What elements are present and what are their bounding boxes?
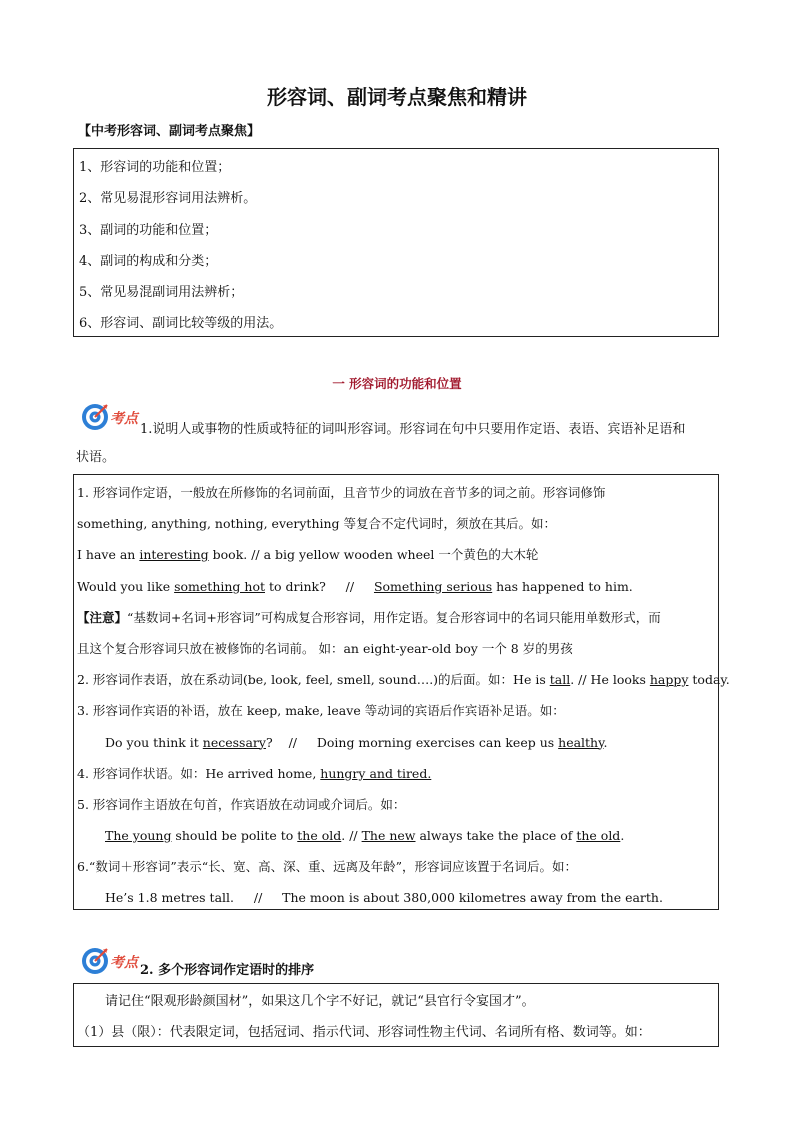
target-icon: [80, 946, 142, 976]
box-line: 1. 形容词作定语，一般放在所修饰的名词前面，且音节少的词放在音节多的词之前。形容词修饰: [77, 485, 606, 500]
focus-item: 4、副词的构成和分类；: [79, 253, 218, 269]
box-line: The young should be polite to the old. // The new always take the place of the old.: [105, 828, 625, 844]
focus-box: [73, 148, 719, 337]
adjective-box: [73, 474, 730, 910]
box-line: Do you think it necessary? // Doing morning exercises can keep us healthy.: [105, 734, 608, 750]
kaodian-badge: [80, 946, 142, 976]
box-line: 且这个复合形容词只放在被修饰的名词前。 如：an eight-year-old boy 一个 8 岁的男孩: [77, 640, 573, 656]
kp2-title: 2. 多个形容词作定语时的排序: [140, 963, 315, 978]
focus-item: 3、副词的功能和位置；: [79, 222, 218, 238]
box-line: 3. 形容词作宾语的补语，放在 keep, make, leave 等动词的宾语后作宾语补足语。如：: [77, 703, 565, 719]
badge-label: 考点: [110, 955, 138, 971]
box-line: 4. 形容词作状语。如：He arrived home, hungry and tired.: [77, 765, 432, 781]
box-line: I have an interesting book. // a big yellow wooden wheel 一个黄色的大木轮: [77, 547, 539, 563]
box-line: 请记住“限观形龄颜国材”，如果这几个字不好记，就记“县官行令宴国才”。: [105, 994, 535, 1009]
kaodian-badge: [80, 402, 142, 432]
kp1-text: 1.说明人或事物的性质或特征的词叫形容词。形容词在句中只要用作定语、表语、宾语补足语和: [140, 422, 686, 437]
box-line: He’s 1.8 metres tall. // The moon is about 380,000 kilometres away from the earth.: [105, 890, 663, 906]
box-line: 6.“数词＋形容词”表示“长、宽、高、深、重、远离及年龄”，形容词应该置于名词后。如：: [77, 859, 577, 875]
kp1-text-cont: 状语。: [76, 450, 116, 465]
box-line: （1）县（限）：代表限定词，包括冠词、指示代词、形容词性物主代词、名词所有格、数词等。如：: [77, 1025, 651, 1040]
note-line: 【注意】“基数词+名词+形容词”可构成复合形容词，用作定语。复合形容词中的名词只能用单数形式，而: [77, 609, 661, 625]
box-line: something, anything, nothing, everything 等复合不定代词时，须放在其后。如：: [77, 516, 557, 532]
order-box: [73, 983, 719, 1047]
focus-item: 1、形容词的功能和位置；: [79, 160, 231, 175]
box-line: Would you like something hot to drink? // Something serious has happened to him.: [77, 578, 633, 594]
focus-item: 6、形容词、副词比较等级的用法。: [79, 316, 283, 332]
box-line: 5. 形容词作主语放在句首，作宾语放在动词或介词后。如：: [77, 796, 406, 812]
section-title: 一 形容词的功能和位置: [332, 376, 462, 391]
focus-item: 2、常见易混形容词用法辨析。: [79, 191, 257, 207]
focus-item: 5、常见易混副词用法辨析；: [79, 285, 244, 301]
focus-heading: 【中考形容词、副词考点聚焦】: [78, 124, 261, 139]
badge-label: 考点: [110, 411, 138, 427]
box-line: 2. 形容词作表语，放在系动词(be, look, feel, smell, sound….)的后面。如：He is tall. // He looks happy today.: [77, 672, 730, 688]
target-icon: [80, 402, 142, 432]
page-title: 形容词、副词考点聚焦和精讲: [267, 85, 527, 109]
